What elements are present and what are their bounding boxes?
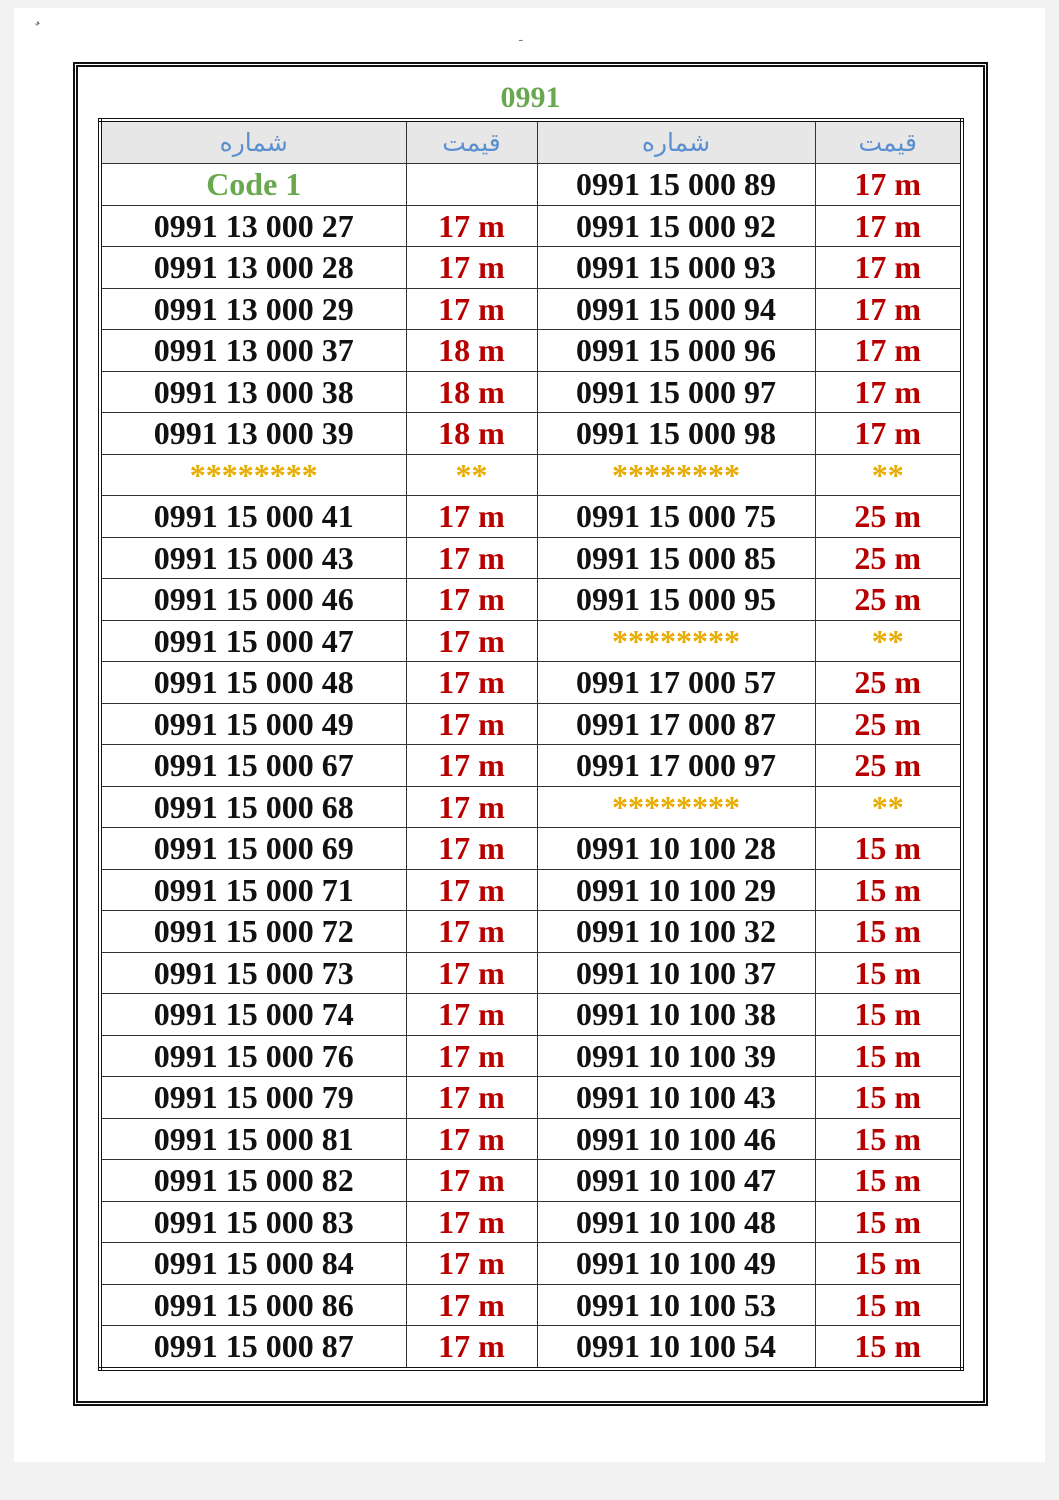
cell-number-right: 0991 17 000 57: [537, 662, 815, 704]
cell-price-right: 17 m: [815, 288, 962, 330]
cell-price-left: 17 m: [406, 828, 537, 870]
cell-number-right: 0991 15 000 93: [537, 247, 815, 289]
cell-number-right: 0991 15 000 96: [537, 330, 815, 372]
cell-number-left: 0991 15 000 84: [100, 1243, 406, 1285]
cell-price-right: 15 m: [815, 1201, 962, 1243]
table-header-row: [100, 120, 962, 164]
table-row: [100, 413, 962, 455]
cell-price-right: 25 m: [815, 745, 962, 787]
cell-price-right: 15 m: [815, 1118, 962, 1160]
cell-number-right: 0991 10 100 32: [537, 911, 815, 953]
cell-price-left: 17 m: [406, 994, 537, 1036]
cell-price-right: 17 m: [815, 413, 962, 455]
cell-price-right: 25 m: [815, 703, 962, 745]
table-row: [100, 288, 962, 330]
page-title: 0991: [500, 81, 561, 114]
number-price-table: [98, 118, 964, 1371]
cell-price-right: 25 m: [815, 579, 962, 621]
table-row: [100, 745, 962, 787]
cell-number-left: Code 1: [100, 164, 406, 206]
header-number-right: شماره: [537, 120, 815, 164]
cell-price-right: 17 m: [815, 371, 962, 413]
table-row: [100, 1035, 962, 1077]
table-row: [100, 454, 962, 496]
cell-number-left: 0991 15 000 81: [100, 1118, 406, 1160]
cell-price-left: 18 m: [406, 330, 537, 372]
cell-number-right: 0991 10 100 43: [537, 1077, 815, 1119]
table-row: [100, 1077, 962, 1119]
table-row: [100, 1326, 962, 1369]
table-row: [100, 205, 962, 247]
cell-price-right: 17 m: [815, 205, 962, 247]
table-row: [100, 496, 962, 538]
cell-number-right: 0991 15 000 92: [537, 205, 815, 247]
cell-price-left: 17 m: [406, 620, 537, 662]
table-row: [100, 247, 962, 289]
table-row: [100, 1243, 962, 1285]
table-row: [100, 911, 962, 953]
cell-number-right: 0991 15 000 85: [537, 537, 815, 579]
cell-number-left: 0991 15 000 73: [100, 952, 406, 994]
header-number-left: شماره: [100, 120, 406, 164]
cell-number-right: 0991 17 000 97: [537, 745, 815, 787]
cell-price-right: 15 m: [815, 1077, 962, 1119]
cell-number-right: 0991 15 000 98: [537, 413, 815, 455]
cell-number-left: 0991 15 000 46: [100, 579, 406, 621]
cell-number-right: 0991 15 000 95: [537, 579, 815, 621]
cell-number-left: 0991 15 000 79: [100, 1077, 406, 1119]
table-row: [100, 1284, 962, 1326]
cell-number-right: ********: [537, 454, 815, 496]
cell-number-right: 0991 10 100 29: [537, 869, 815, 911]
cell-number-right: 0991 10 100 48: [537, 1201, 815, 1243]
cell-price-left: 17 m: [406, 662, 537, 704]
cell-number-right: 0991 10 100 54: [537, 1326, 815, 1369]
cell-price-right: **: [815, 620, 962, 662]
table-row: [100, 786, 962, 828]
cell-price-right: 15 m: [815, 994, 962, 1036]
cell-number-left: 0991 15 000 86: [100, 1284, 406, 1326]
table-row: [100, 330, 962, 372]
cell-number-right: 0991 10 100 47: [537, 1160, 815, 1202]
cell-price-left: 17 m: [406, 745, 537, 787]
cell-price-right: 25 m: [815, 496, 962, 538]
table-row: [100, 620, 962, 662]
cell-price-left: 17 m: [406, 1284, 537, 1326]
cell-number-left: 0991 13 000 39: [100, 413, 406, 455]
top-mark: ـ: [519, 30, 523, 44]
cell-price-left: 17 m: [406, 703, 537, 745]
cell-price-right: **: [815, 454, 962, 496]
cell-number-left: 0991 15 000 74: [100, 994, 406, 1036]
cell-price-left: 17 m: [406, 952, 537, 994]
cell-price-left: 17 m: [406, 496, 537, 538]
cell-number-left: 0991 15 000 48: [100, 662, 406, 704]
cell-price-right: 25 m: [815, 537, 962, 579]
cell-number-left: 0991 13 000 38: [100, 371, 406, 413]
table-row: [100, 994, 962, 1036]
cell-number-left: 0991 15 000 83: [100, 1201, 406, 1243]
cell-number-left: 0991 15 000 68: [100, 786, 406, 828]
cell-price-right: 15 m: [815, 869, 962, 911]
table-row: [100, 828, 962, 870]
cell-number-left: 0991 13 000 29: [100, 288, 406, 330]
cell-price-left: 18 m: [406, 371, 537, 413]
cell-price-left: 17 m: [406, 1035, 537, 1077]
cell-number-right: 0991 10 100 28: [537, 828, 815, 870]
cell-number-left: 0991 15 000 41: [100, 496, 406, 538]
table-row: [100, 1201, 962, 1243]
cell-number-left: 0991 15 000 49: [100, 703, 406, 745]
cell-price-left: 17 m: [406, 205, 537, 247]
cell-number-left: 0991 15 000 43: [100, 537, 406, 579]
cell-number-left: 0991 13 000 28: [100, 247, 406, 289]
cell-number-right: 0991 10 100 53: [537, 1284, 815, 1326]
cell-number-left: 0991 15 000 71: [100, 869, 406, 911]
cell-price-right: 15 m: [815, 952, 962, 994]
table-row: [100, 371, 962, 413]
cell-number-right: ********: [537, 786, 815, 828]
header-price-right: قیمت: [815, 120, 962, 164]
cell-price-right: 25 m: [815, 662, 962, 704]
cell-price-right: 15 m: [815, 828, 962, 870]
table-row: [100, 164, 962, 206]
cell-number-right: 0991 15 000 89: [537, 164, 815, 206]
header-price-left: قیمت: [406, 120, 537, 164]
cell-number-right: 0991 15 000 97: [537, 371, 815, 413]
table-row: [100, 579, 962, 621]
cell-price-left: 17 m: [406, 1243, 537, 1285]
cell-number-right: 0991 10 100 38: [537, 994, 815, 1036]
table-row: [100, 952, 962, 994]
cell-number-right: 0991 10 100 49: [537, 1243, 815, 1285]
cell-price-left: [406, 164, 537, 206]
cell-number-left: 0991 15 000 67: [100, 745, 406, 787]
cell-price-right: 15 m: [815, 1243, 962, 1285]
cell-price-left: 17 m: [406, 288, 537, 330]
cell-price-left: 17 m: [406, 579, 537, 621]
cell-price-left: 17 m: [406, 1118, 537, 1160]
cell-price-left: **: [406, 454, 537, 496]
table-body: [100, 164, 962, 1369]
table-row: [100, 869, 962, 911]
cell-price-right: 15 m: [815, 1035, 962, 1077]
cell-price-right: **: [815, 786, 962, 828]
cell-number-left: 0991 15 000 72: [100, 911, 406, 953]
cell-number-left: 0991 13 000 27: [100, 205, 406, 247]
table-row: [100, 1118, 962, 1160]
cell-number-right: 0991 17 000 87: [537, 703, 815, 745]
cell-number-left: ********: [100, 454, 406, 496]
cell-price-left: 17 m: [406, 1326, 537, 1369]
cell-price-right: 17 m: [815, 247, 962, 289]
cell-number-right: 0991 10 100 37: [537, 952, 815, 994]
cell-price-left: 17 m: [406, 1160, 537, 1202]
table-row: [100, 703, 962, 745]
cell-number-left: 0991 15 000 69: [100, 828, 406, 870]
cell-price-right: 15 m: [815, 1284, 962, 1326]
cell-price-left: 17 m: [406, 786, 537, 828]
cell-price-left: 17 m: [406, 1201, 537, 1243]
cell-number-left: 0991 15 000 47: [100, 620, 406, 662]
cell-number-right: 0991 15 000 75: [537, 496, 815, 538]
cell-price-right: 15 m: [815, 1160, 962, 1202]
cell-number-left: 0991 15 000 82: [100, 1160, 406, 1202]
cell-price-left: 17 m: [406, 1077, 537, 1119]
cell-number-left: 0991 15 000 76: [100, 1035, 406, 1077]
cell-number-right: 0991 10 100 39: [537, 1035, 815, 1077]
cell-price-left: 17 m: [406, 911, 537, 953]
cell-price-right: 17 m: [815, 164, 962, 206]
cell-price-right: 15 m: [815, 1326, 962, 1369]
cell-price-right: 17 m: [815, 330, 962, 372]
cell-price-left: 17 m: [406, 247, 537, 289]
cell-price-left: 18 m: [406, 413, 537, 455]
table-row: [100, 662, 962, 704]
cell-number-left: 0991 15 000 87: [100, 1326, 406, 1369]
table-row: [100, 537, 962, 579]
cell-number-right: ********: [537, 620, 815, 662]
cell-number-left: 0991 13 000 37: [100, 330, 406, 372]
cell-price-left: 17 m: [406, 869, 537, 911]
cell-number-right: 0991 10 100 46: [537, 1118, 815, 1160]
cell-price-left: 17 m: [406, 537, 537, 579]
table-row: [100, 1160, 962, 1202]
cell-price-right: 15 m: [815, 911, 962, 953]
cell-number-right: 0991 15 000 94: [537, 288, 815, 330]
